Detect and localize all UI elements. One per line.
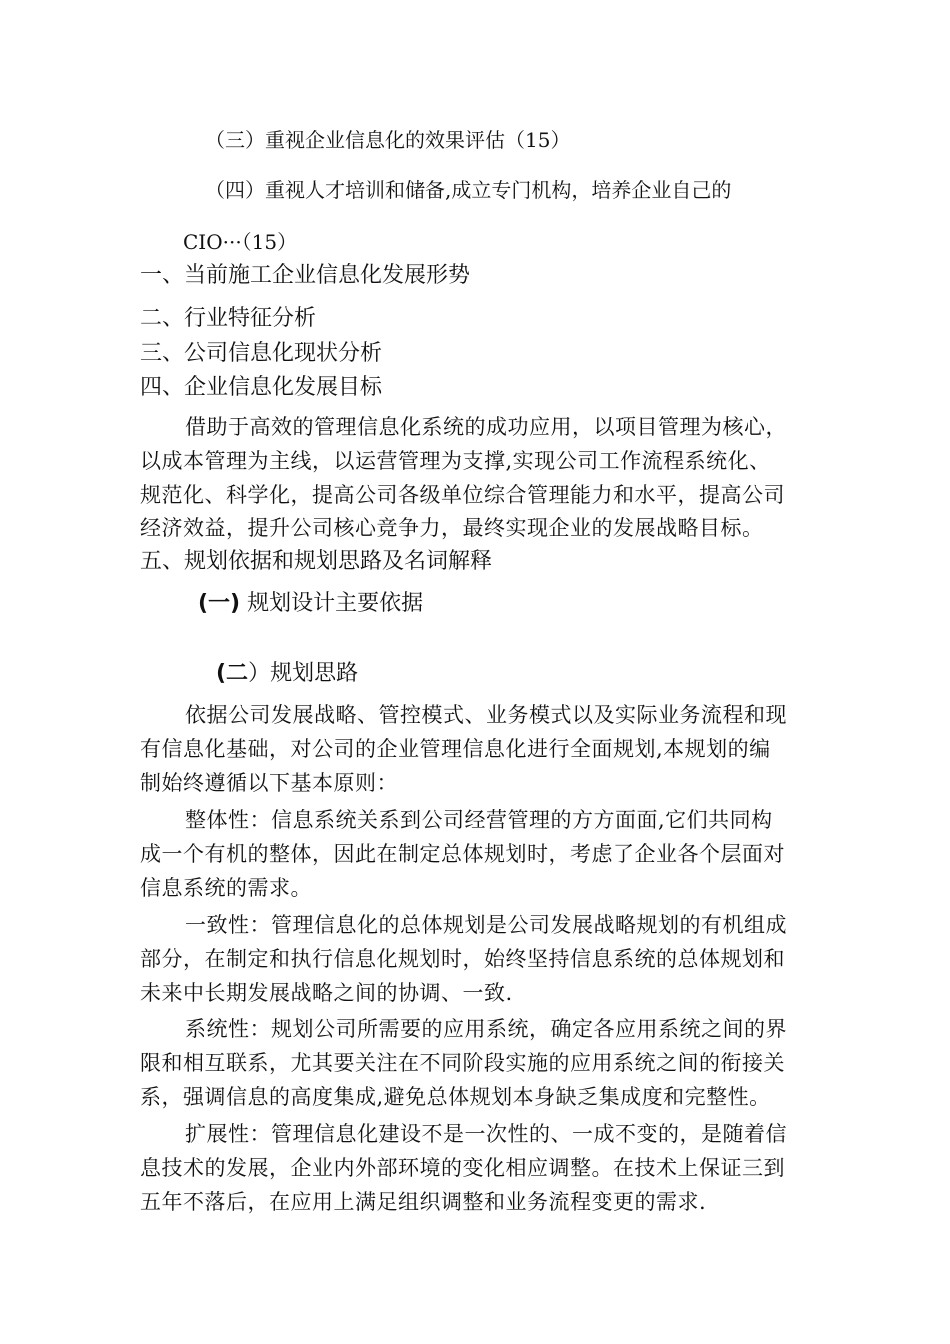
intro-para-line: 有信息化基础，对公司的企业管理信息化进行全面规划,本规划的编: [140, 737, 771, 761]
subsection-2-number: (二: [216, 661, 249, 686]
subsection-1-title: 规划设计主要依据: [247, 591, 424, 616]
intro-para-line: 依据公司发展战略、管控模式、业务模式以及实际业务流程和现: [185, 703, 787, 727]
section-4-para-line: 经济效益，提升公司核心竞争力，最终实现企业的发展战略目标。: [140, 516, 764, 540]
section-2-heading: 二、行业特征分析: [140, 306, 317, 331]
section-4-para-line: 借助于高效的管理信息化系统的成功应用，以项目管理为核心，: [185, 415, 787, 439]
section-5-heading: 五、规划依据和规划思路及名词解释: [140, 549, 493, 574]
toc-item-4-line1: （四）重视人才培训和储备,成立专门机构，培养企业自己的: [205, 178, 732, 202]
section-3-heading: 三、公司信息化现状分析: [140, 341, 383, 366]
principle-4-line: 五年不落后，在应用上满足组织调整和业务流程变更的需求.: [140, 1190, 707, 1214]
intro-para-line: 制始终遵循以下基本原则：: [140, 771, 398, 795]
principle-4-line: 扩展性：管理信息化建设不是一次性的、一成不变的，是随着信: [185, 1122, 787, 1146]
section-4-heading: 四、企业信息化发展目标: [140, 375, 383, 400]
principle-2-line: 未来中长期发展战略之间的协调、一致.: [140, 981, 513, 1005]
toc-item-4-line2: CIO···（15）: [183, 230, 298, 254]
principle-1-line: 信息系统的需求。: [140, 876, 312, 900]
principle-3-line: 系，强调信息的高度集成,避免总体规划本身缺乏集成度和完整性。: [140, 1085, 771, 1109]
principle-2-line: 一致性：管理信息化的总体规划是公司发展战略规划的有机组成: [185, 913, 787, 937]
section-4-para-line: 以成本管理为主线，以运营管理为支撑,实现公司工作流程系统化、: [140, 449, 771, 473]
section-4-para-line: 规范化、科学化，提高公司各级单位综合管理能力和水平，提高公司: [140, 483, 785, 507]
principle-4-line: 息技术的发展，企业内外部环境的变化相应调整。在技术上保证三到: [140, 1156, 785, 1180]
principle-2-line: 部分，在制定和执行信息化规划时，始终坚持信息系统的总体规划和: [140, 947, 785, 971]
subsection-1-heading: [198, 590, 423, 618]
subsection-2-title: ）规划思路: [248, 661, 359, 686]
principle-3-line: 限和相互联系，尤其要关注在不同阶段实施的应用系统之间的衔接关: [140, 1051, 785, 1075]
principle-3-line: 系统性：规划公司所需要的应用系统，确定各应用系统之间的界: [185, 1017, 787, 1041]
subsection-2-heading: [216, 660, 358, 688]
principle-1-line: 整体性：信息系统关系到公司经营管理的方方面面,它们共同构: [185, 808, 773, 832]
subsection-1-number: (一): [198, 591, 241, 616]
principle-1-line: 成一个有机的整体，因此在制定总体规划时，考虑了企业各个层面对: [140, 842, 785, 866]
section-1-heading: 一、当前施工企业信息化发展形势: [140, 263, 471, 288]
toc-item-3: （三）重视企业信息化的效果评估（15）: [205, 128, 571, 152]
